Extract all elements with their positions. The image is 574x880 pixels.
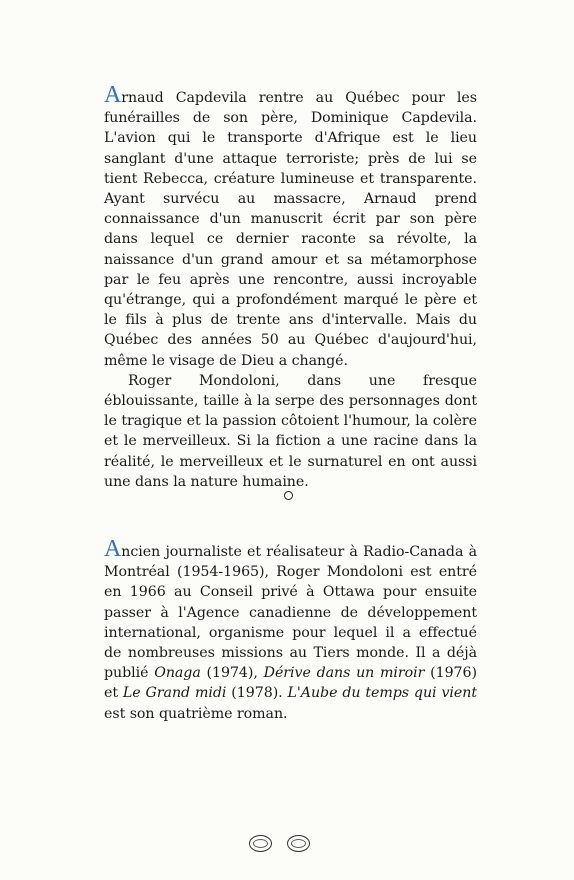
seal-ring — [253, 839, 268, 848]
book-title: Dérive dans un miroir — [263, 665, 425, 682]
book-title: Le Grand midi — [122, 685, 227, 702]
bio-text: (1978). — [226, 685, 288, 702]
synopsis-block — [104, 82, 477, 492]
review-paragraph: Roger Mondoloni, dans une fresque éblouissante, taille à la serpe des personnages dont le tragique et la passion côtoient l'humour, la colère et le merveilleux. Si la fiction a une racine dans la réalité, le merveilleux et le surnaturel en ont aussi une dans la nature humaine. — [104, 372, 477, 490]
book-title: L'Aube du temps qui vient — [287, 685, 477, 702]
author-bio-block — [104, 536, 477, 724]
drop-cap-letter: A — [104, 82, 122, 108]
bio-text: (1976) et — [104, 665, 477, 702]
drop-cap-letter: A — [104, 536, 122, 562]
seal-ring — [291, 839, 306, 848]
synopsis-paragraph — [104, 82, 477, 371]
book-title: Onaga — [154, 665, 201, 682]
bio-text: est son quatrième roman. — [104, 705, 288, 722]
circle-separator-icon — [284, 491, 293, 500]
bio-text: ncien journaliste et réalisateur à Radio-Canada à Montréal (1954-1965), Roger Mondoloni est entré en 1966 au Conseil privé à Ottawa pour ensuite passer à l'Agence canadienne de développement international, organisme pour lequel il a effectué de nombreuses missions au Tiers monde. Il a déjà publié — [104, 544, 477, 682]
publisher-seal-icon — [287, 835, 310, 852]
bio-text: (1974), — [200, 665, 264, 682]
publisher-seal-icon — [249, 835, 272, 852]
synopsis-text: rnaud Capdevila rentre au Québec pour les funérailles de son père, Dominique Capdevila. L'avion qui le transporte d'Afrique est le lieu sanglant d'une attaque terroriste; près de lui se tient Rebecca, créature lumineuse et transparente. Ayant survécu au massacre, Arnaud prend connaissance d'un manuscrit écrit par son père dans lequel ce dernier raconte sa révolte, la naissance d'un grand amour et sa métamorphose par le feu après une rencontre, aussi incroyable qu'étrange, qui a profondément marqué le père et le fils à plus de trente ans d'intervalle. Mais du Québec des années 50 au Québec d'aujourd'hui, même le visage de Dieu a changé. — [104, 90, 477, 369]
author-bio-paragraph — [104, 536, 477, 724]
